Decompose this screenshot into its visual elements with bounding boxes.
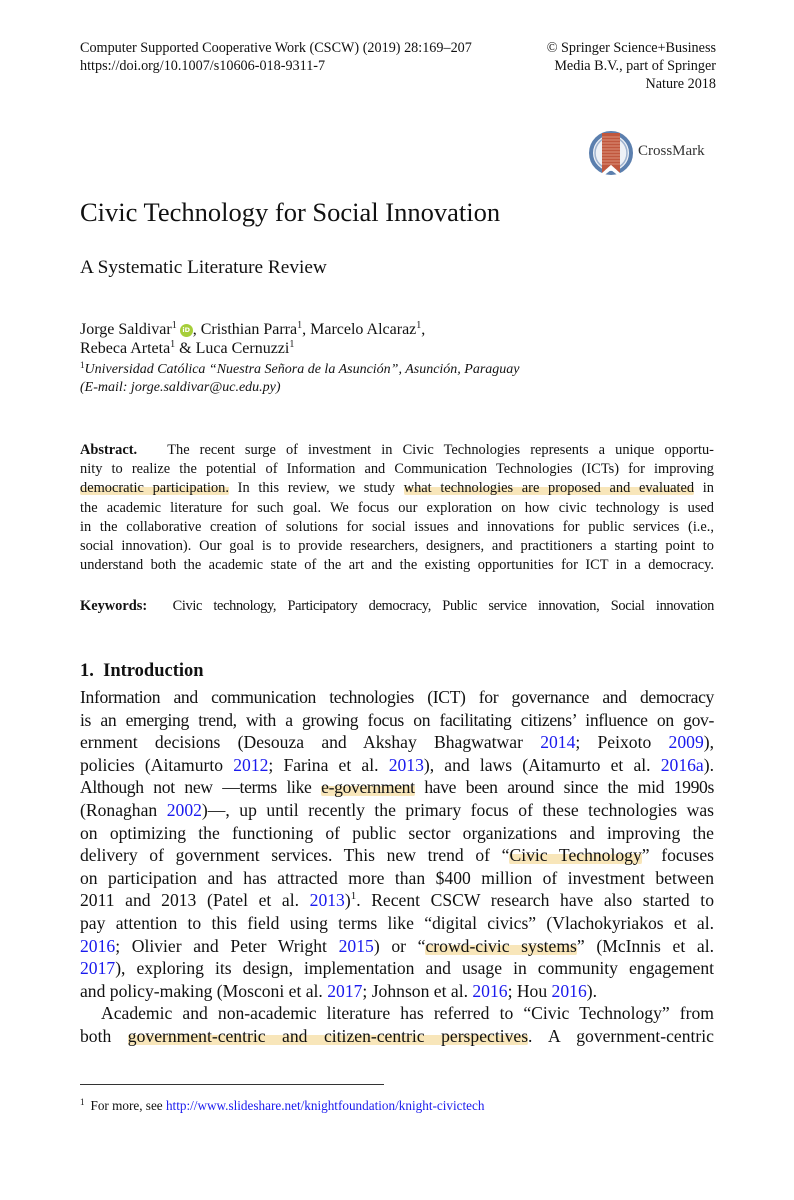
body-line: delivery of government services. This new trend of “Civic Technology” focuses: [80, 845, 714, 866]
body-line: policies (Aitamurto 2012; Farina et al. 2013), and laws (Aitamurto et al. 2016a).: [80, 754, 714, 775]
body-line: both government-centric and citizen-centric perspectives. A government-centric: [80, 1025, 714, 1046]
paper-title: Civic Technology for Social Innovation: [80, 197, 501, 227]
author-line: [80, 339, 425, 358]
author-list: [80, 320, 425, 358]
body-line: Although not new —terms like e-government have been around since the mid 1990s: [80, 777, 715, 798]
author-name: Jorge Saldivar: [80, 321, 172, 338]
separator: ,: [302, 321, 311, 338]
orcid-icon[interactable]: iD: [180, 324, 193, 337]
highlight: e-government: [321, 777, 415, 798]
abstract-line: social innovation). Our goal is to provide researchers, designers, and practitioners a starting point to: [80, 538, 714, 555]
footnote-ref[interactable]: 1: [350, 890, 357, 903]
body-line: 2016; Olivier and Peter Wright 2015) or “crowd-civic systems” (McInnis et al.: [80, 935, 714, 956]
affiliation-marker: 1: [80, 360, 85, 370]
citation-link[interactable]: 2014: [540, 732, 576, 753]
section-number: 1.: [80, 661, 94, 681]
footnote-link[interactable]: http://www.slideshare.net/knightfoundation/knight-civictech: [165, 1098, 485, 1113]
body-line: on optimizing the functioning of public sector organizations and improving the: [80, 822, 714, 843]
citation-link[interactable]: 2016a: [660, 754, 704, 775]
body-line: pay attention to this field using terms like “digital civics” (Vlachokyriakos et al.: [80, 912, 714, 933]
abstract-line: democratic participation. In this review, we study what technologies are proposed and evaluated in: [80, 480, 714, 497]
affiliation-marker: 1: [289, 339, 295, 350]
author-name: Marcelo Alcaraz: [310, 321, 417, 338]
highlight: democratic participation.: [80, 480, 229, 497]
separator: &: [175, 340, 196, 357]
highlight: what technologies are proposed and evaluated: [403, 480, 695, 497]
body-line: is an emerging trend, with a growing focus on facilitating citizens’ influence on gov-: [80, 709, 714, 730]
highlight: government-centric and citizen-centric perspectives: [127, 1025, 529, 1046]
affiliation-marker: 1: [171, 320, 177, 331]
abstract: [80, 441, 714, 575]
footnote-number: 1: [80, 1097, 85, 1107]
body-line: and policy-making (Mosconi et al. 2017; Johnson et al. 2016; Hou 2016).: [80, 980, 597, 1001]
affiliation-marker: 1: [297, 320, 303, 331]
highlight: crowd-civic systems: [425, 935, 577, 956]
keywords-value: Civic technology, Participatory democracy, Public service innovation, Social innovation: [172, 598, 714, 614]
abstract-label: Abstract.: [80, 442, 138, 458]
paper-subtitle: A Systematic Literature Review: [80, 257, 327, 278]
crossmark-badge[interactable]: [588, 125, 728, 183]
affiliation-marker: 1: [416, 320, 422, 331]
abstract-line: understand both the academic state of the art and the existing opportunities for ICT in a democracy.: [80, 557, 714, 574]
separator: ,: [192, 321, 201, 338]
footnote: [80, 1098, 484, 1114]
affiliation-marker: 1: [170, 339, 176, 350]
citation-link[interactable]: 2013: [388, 754, 424, 775]
citation-link[interactable]: 2009: [668, 732, 704, 753]
author-name: Rebeca Arteta: [80, 340, 171, 357]
body-line: (Ronaghan 2002)—, up until recently the primary focus of these technologies was: [80, 799, 714, 820]
highlight: Civic Technology: [509, 845, 642, 866]
body-line: on participation and has attracted more than $400 million of investment between: [80, 867, 714, 888]
author-name: Cristhian Parra: [200, 321, 298, 338]
abstract-line: [80, 441, 714, 460]
doi-text[interactable]: https://doi.org/10.1007/s10606-018-9311-7: [80, 58, 326, 74]
citation-link[interactable]: 2002: [166, 799, 202, 820]
copyright-line: Nature 2018: [645, 76, 716, 92]
abstract-line: the academic literature for such goal. We focus our exploration on how civic technology is used: [80, 499, 714, 516]
citation-link[interactable]: 2016: [472, 980, 508, 1001]
introduction-body: [80, 686, 714, 1048]
citation-link[interactable]: 2015: [338, 935, 374, 956]
citation-link[interactable]: 2017: [327, 980, 363, 1001]
author-line: [80, 320, 425, 339]
body-line: 2011 and 2013 (Patel et al. 2013)$^1$. Recent CSCW research have also started to: [80, 890, 714, 911]
body-line: Information and communication technologies (ICT) for governance and democracy: [80, 687, 714, 707]
citation-link[interactable]: 2016: [551, 980, 587, 1001]
citation-link[interactable]: 2012: [233, 754, 269, 775]
section-heading: [80, 661, 204, 682]
abstract-line: in the collaborative creation of solutions for social issues and innovations for public services (i.e.,: [80, 518, 714, 535]
footnote-text: For more, see: [90, 1098, 166, 1113]
separator: ,: [421, 321, 426, 338]
affiliation-text: Universidad Católica “Nuestra Señora de la Asunción”, Asunción, Paraguay: [84, 362, 520, 377]
citation-link[interactable]: 2016: [80, 935, 116, 956]
body-line: Academic and non-academic literature has referred to “Civic Technology” from: [101, 1003, 714, 1024]
author-name: Luca Cernuzzi: [195, 340, 290, 357]
affiliation: [80, 361, 520, 397]
copyright-line: Media B.V., part of Springer: [554, 58, 716, 74]
crossmark-label: CrossMark: [638, 143, 705, 159]
abstract-line: nity to realize the potential of Information and Communication Technologies (ICTs) for improving: [80, 461, 714, 478]
copyright-notice: [547, 39, 716, 93]
keywords: [80, 598, 714, 615]
body-line: ernment decisions (Desouza and Akshay Bhagwatwar 2014; Peixoto 2009),: [80, 732, 714, 753]
author-email: (E-mail: jorge.saldivar@uc.edu.py): [80, 380, 281, 395]
journal-header: [80, 39, 472, 75]
citation-link[interactable]: 2013: [309, 890, 345, 911]
crossmark-icon: [588, 125, 634, 183]
section-title: Introduction: [103, 661, 204, 681]
abstract-text: The recent surge of investment in Civic Technologies represents a unique opportu-: [167, 442, 714, 458]
copyright-line: © Springer Science+Business: [546, 40, 716, 56]
footnote-divider: [80, 1084, 384, 1085]
citation-link[interactable]: 2017: [80, 958, 116, 979]
journal-citation: Computer Supported Cooperative Work (CSCW) (2019) 28:169–207: [80, 40, 472, 56]
keywords-label: Keywords:: [80, 598, 148, 614]
body-line: 2017), exploring its design, implementation and usage in community engagement: [80, 958, 714, 979]
